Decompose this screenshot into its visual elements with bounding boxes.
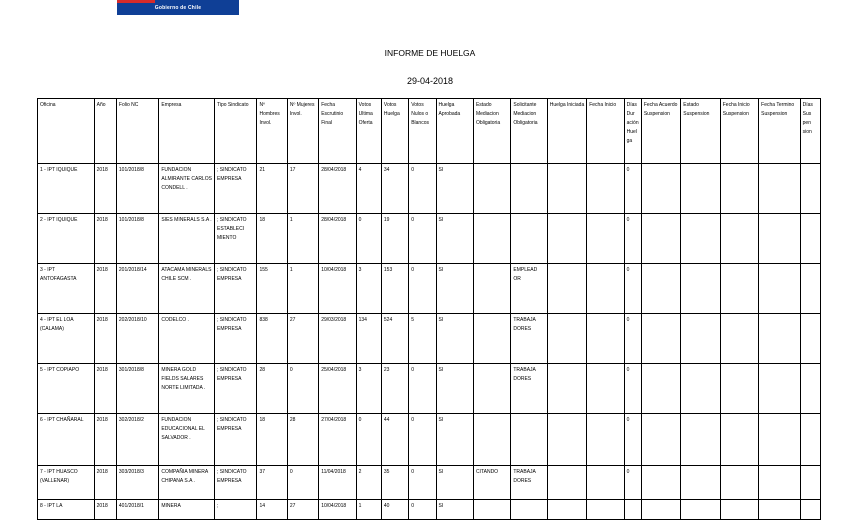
table-cell: ; SINDICATO EMPRESA	[215, 414, 257, 466]
table-cell	[547, 164, 586, 214]
table-cell	[641, 214, 680, 264]
table-cell: 0	[624, 414, 641, 466]
table-cell: 2018	[94, 466, 116, 500]
table-header-row	[38, 99, 821, 164]
table-cell	[641, 314, 680, 364]
table-cell: 838	[257, 314, 287, 364]
table-cell	[547, 414, 586, 466]
column-header: Fecha Inicio	[587, 99, 624, 164]
table-cell	[587, 264, 624, 314]
table-cell: 0	[409, 264, 436, 314]
table-cell: 4	[356, 164, 381, 214]
table-cell: 21	[257, 164, 287, 214]
table-cell	[511, 214, 547, 264]
column-header: Nº Hombres Invol.	[257, 99, 287, 164]
table-row	[38, 164, 821, 214]
table-cell: 7 - IPT HUASCO (VALLENAR)	[38, 466, 95, 500]
table-cell: 23	[381, 364, 408, 414]
table-cell: 2 - IPT IQUIQUE	[38, 214, 95, 264]
table-cell	[641, 364, 680, 414]
table-cell	[681, 364, 720, 414]
column-header: Huelga Iniciada	[547, 99, 586, 164]
column-header: Fecha Termino Suspension	[759, 99, 800, 164]
table-cell	[641, 264, 680, 314]
table-cell	[473, 214, 510, 264]
table-cell: 8 - IPT LA	[38, 500, 95, 520]
table-cell	[681, 264, 720, 314]
table-cell: SI	[436, 466, 473, 500]
table-cell: 27	[287, 314, 318, 364]
table-cell	[800, 500, 820, 520]
table-cell: 2018	[94, 214, 116, 264]
table-cell: 2018	[94, 500, 116, 520]
table-cell: 2018	[94, 264, 116, 314]
table-cell	[681, 164, 720, 214]
column-header: Folio NC	[116, 99, 158, 164]
table-cell: 2018	[94, 314, 116, 364]
table-cell	[473, 364, 510, 414]
column-header: Fecha Inicio Suspension	[720, 99, 758, 164]
table-cell: 25/04/2018	[319, 364, 356, 414]
table-row	[38, 314, 821, 364]
table-cell: 11/04/2018	[319, 466, 356, 500]
table-cell	[759, 314, 800, 364]
column-header: Estado Mediacion Obligatoria	[473, 99, 510, 164]
table-cell: FUNDACION ALMIRANTE CARLOS CONDELL .	[159, 164, 215, 214]
table-cell: 0	[409, 164, 436, 214]
table-cell	[800, 414, 820, 466]
table-cell: ; SINDICATO EMPRESA	[215, 264, 257, 314]
table-cell: SI	[436, 214, 473, 264]
table-cell	[759, 466, 800, 500]
table-cell: 14	[257, 500, 287, 520]
table-cell	[681, 414, 720, 466]
table-cell: COMPAÑIA MINERA CHIPANA S.A .	[159, 466, 215, 500]
table-cell: 155	[257, 264, 287, 314]
table-cell: 28	[287, 414, 318, 466]
table-cell: MINERA GOLD FIELDS SALARES NORTE LIMITADA .	[159, 364, 215, 414]
table-cell	[759, 214, 800, 264]
table-cell: ; SINDICATO EMPRESA	[215, 164, 257, 214]
table-cell: 29/03/2018	[319, 314, 356, 364]
table-cell: SI	[436, 414, 473, 466]
table-cell	[681, 466, 720, 500]
table-cell: SI	[436, 264, 473, 314]
table-cell: SI	[436, 364, 473, 414]
table-cell	[547, 500, 586, 520]
table-cell	[587, 214, 624, 264]
table-cell	[681, 500, 720, 520]
column-header: Votos Nulos o Blancos	[409, 99, 436, 164]
column-header: Votos Ultima Oferta	[356, 99, 381, 164]
column-header: Días Dur ación Huelga	[624, 99, 641, 164]
table-cell: CODELCO .	[159, 314, 215, 364]
table-cell	[473, 264, 510, 314]
table-cell	[547, 466, 586, 500]
table-cell: SI	[436, 164, 473, 214]
table-cell: 0	[287, 466, 318, 500]
table-cell: 0	[409, 214, 436, 264]
table-row	[38, 500, 821, 520]
table-cell: 0	[409, 364, 436, 414]
table-cell: 0	[409, 500, 436, 520]
table-cell: 0	[409, 466, 436, 500]
table-cell	[547, 314, 586, 364]
table-cell: 3	[356, 364, 381, 414]
table-cell: TRABAJA DORES	[511, 364, 547, 414]
table-cell: 0	[624, 264, 641, 314]
strike-report-table	[37, 98, 821, 520]
table-cell: 2018	[94, 414, 116, 466]
table-cell: 28	[257, 364, 287, 414]
table-cell: 17	[287, 164, 318, 214]
table-cell	[587, 500, 624, 520]
table-cell: 301/2018/8	[116, 364, 158, 414]
table-cell	[800, 314, 820, 364]
table-cell: 401/2018/1	[116, 500, 158, 520]
column-header: Nº Mujeres Invol.	[287, 99, 318, 164]
table-cell	[759, 164, 800, 214]
table-cell: 2018	[94, 164, 116, 214]
table-cell: 4 - IPT EL LOA (CALAMA)	[38, 314, 95, 364]
table-cell	[759, 264, 800, 314]
table-cell: ; SINDICATO EMPRESA	[215, 364, 257, 414]
government-logo	[117, 0, 239, 15]
table-cell: 28/04/2018	[319, 164, 356, 214]
table-cell: 44	[381, 414, 408, 466]
table-cell	[587, 314, 624, 364]
table-cell	[759, 500, 800, 520]
table-cell: ;	[215, 500, 257, 520]
table-row	[38, 466, 821, 500]
table-cell: 524	[381, 314, 408, 364]
table-cell: 35	[381, 466, 408, 500]
table-cell	[720, 466, 758, 500]
table-cell: 0	[624, 466, 641, 500]
table-cell: TRABAJA DORES	[511, 314, 547, 364]
table-cell	[800, 164, 820, 214]
table-cell: 101/2018/8	[116, 214, 158, 264]
table-cell	[681, 314, 720, 364]
column-header: Fecha Escrutinio Final	[319, 99, 356, 164]
table-cell: SIES MINERALS S.A .	[159, 214, 215, 264]
table-cell	[587, 414, 624, 466]
table-cell: ATACAMA MINERALS CHILE SCM .	[159, 264, 215, 314]
table-cell	[641, 466, 680, 500]
table-cell: 1	[287, 264, 318, 314]
table-cell: 0	[356, 214, 381, 264]
table-cell: 134	[356, 314, 381, 364]
table-cell: 0	[624, 364, 641, 414]
table-cell: 1	[356, 500, 381, 520]
table-row	[38, 364, 821, 414]
table-cell: CITANDO	[473, 466, 510, 500]
table-row	[38, 214, 821, 264]
table-cell	[511, 500, 547, 520]
table-cell	[759, 414, 800, 466]
column-header: Estado Suspension	[681, 99, 720, 164]
column-header: Año	[94, 99, 116, 164]
table-cell: 0	[624, 314, 641, 364]
table-cell: 153	[381, 264, 408, 314]
table-cell	[759, 364, 800, 414]
table-cell: 2018	[94, 364, 116, 414]
table-cell	[473, 314, 510, 364]
table-cell: 302/2018/2	[116, 414, 158, 466]
table-cell	[511, 414, 547, 466]
table-cell	[720, 214, 758, 264]
table-cell	[800, 364, 820, 414]
table-cell: 6 - IPT CHAÑARAL	[38, 414, 95, 466]
column-header: Fecha Acuerdo Suspension	[641, 99, 680, 164]
table-cell: MINERA	[159, 500, 215, 520]
table-cell	[473, 164, 510, 214]
table-cell	[720, 364, 758, 414]
table-cell	[624, 500, 641, 520]
table-cell: FUNDACION EDUCACIONAL EL SALVADOR .	[159, 414, 215, 466]
table-cell: 5 - IPT COPIAPO	[38, 364, 95, 414]
table-cell: 0	[624, 164, 641, 214]
table-cell	[547, 214, 586, 264]
table-cell: 19	[381, 214, 408, 264]
column-header: Oficina	[38, 99, 95, 164]
table-cell: ; SINDICATO ESTABLECI MIENTO	[215, 214, 257, 264]
table-cell	[720, 500, 758, 520]
column-header: Huelga Aprobada	[436, 99, 473, 164]
table-cell	[587, 466, 624, 500]
table-cell: 1 - IPT IQUIQUE	[38, 164, 95, 214]
logo-flag-stripe	[117, 0, 155, 3]
table-cell: 34	[381, 164, 408, 214]
table-cell: 18	[257, 214, 287, 264]
table-cell: 5	[409, 314, 436, 364]
table-cell: EMPLEAD OR	[511, 264, 547, 314]
table-cell	[720, 264, 758, 314]
table-cell	[681, 214, 720, 264]
table-cell: 2	[356, 466, 381, 500]
column-header: Solicitante Mediacion Obligatoria	[511, 99, 547, 164]
table-cell: 202/2018/10	[116, 314, 158, 364]
table-cell: 303/2018/3	[116, 466, 158, 500]
logo-text: Gobierno de Chile	[154, 5, 202, 11]
table-cell	[720, 414, 758, 466]
table-cell: 27/04/2018	[319, 414, 356, 466]
table-cell: 0	[409, 414, 436, 466]
table-cell: 10/04/2018	[319, 264, 356, 314]
table-cell	[720, 314, 758, 364]
table-cell	[473, 414, 510, 466]
table-cell: ; SINDICATO EMPRESA	[215, 466, 257, 500]
table-cell: 27	[287, 500, 318, 520]
table-row	[38, 414, 821, 466]
table-cell: 1	[287, 214, 318, 264]
table-cell: 37	[257, 466, 287, 500]
table-cell: 40	[381, 500, 408, 520]
table-cell: TRABAJA DORES	[511, 466, 547, 500]
table-cell	[587, 164, 624, 214]
report-date: 29-04-2018	[406, 76, 454, 86]
table-cell	[511, 164, 547, 214]
table-cell	[641, 500, 680, 520]
table-cell	[800, 466, 820, 500]
column-header: Días Sus pen sion	[800, 99, 820, 164]
table-cell: 201/2018/14	[116, 264, 158, 314]
column-header: Tipo Sindicato	[215, 99, 257, 164]
table-cell: 101/2018/8	[116, 164, 158, 214]
table-cell	[641, 414, 680, 466]
table-cell: 10/04/2018	[319, 500, 356, 520]
table-cell: 3 - IPT ANTOFAGASTA	[38, 264, 95, 314]
table-cell	[587, 364, 624, 414]
column-header: Votos Huelga	[381, 99, 408, 164]
table-cell: 18	[257, 414, 287, 466]
table-cell	[547, 264, 586, 314]
table-cell: 28/04/2018	[319, 214, 356, 264]
table-cell	[473, 500, 510, 520]
table-cell	[800, 214, 820, 264]
column-header: Empresa	[159, 99, 215, 164]
table-row	[38, 264, 821, 314]
table-cell	[720, 164, 758, 214]
table-cell: ; SINDICATO EMPRESA	[215, 314, 257, 364]
table-cell: SI	[436, 314, 473, 364]
table-cell: 0	[287, 364, 318, 414]
table-cell	[641, 164, 680, 214]
table-cell	[547, 364, 586, 414]
table-cell: SI	[436, 500, 473, 520]
table-cell: 0	[624, 214, 641, 264]
table-cell: 0	[356, 414, 381, 466]
table-cell: 3	[356, 264, 381, 314]
report-title: INFORME DE HUELGA	[384, 48, 476, 58]
table-cell	[800, 264, 820, 314]
